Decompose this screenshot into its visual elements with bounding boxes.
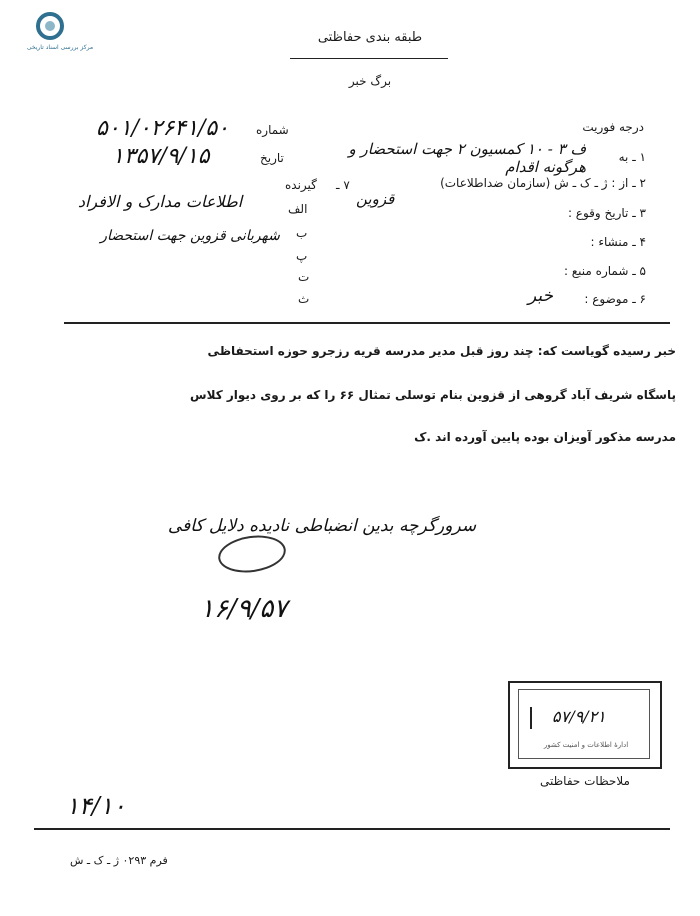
handwritten-ellipse-mark (216, 531, 288, 576)
remarks-label: ملاحظات حفاظتی (540, 774, 630, 788)
letter-pe: پ (296, 249, 308, 263)
handwritten-number: ۵۰۱/۰۲۶۴۱/۵۰ (96, 116, 229, 141)
footer-divider (34, 828, 670, 830)
handwritten-bottom-note: سرورگرچه بدین انضباطی نادیده دلایل کافی (167, 516, 477, 536)
date-label: تاریخ (260, 151, 284, 165)
priority-label: درجه فوریت (582, 120, 644, 134)
margin-number: ۱۴/۱۰ (66, 792, 126, 820)
archive-logo-text: مرکز بررسی اسناد تاریخی (26, 44, 94, 51)
section-divider (64, 322, 670, 324)
letter-te: ت (298, 270, 310, 284)
stamp-date: ۵۷/۹/۲۱ (552, 707, 606, 726)
number-label: شماره (256, 123, 289, 137)
receipt-stamp (508, 681, 662, 769)
body-line-3: مدرسه مذکور آویزان بوده پایین آورده اند .ک (414, 430, 676, 444)
field-row-6: ۶ ـ موضوع : (584, 292, 646, 306)
field-row-4: ۴ ـ منشاء : (590, 235, 646, 249)
form-title: برگ خبر (348, 74, 392, 88)
handwritten-subject: خبر (528, 286, 554, 306)
form-code: فرم ۰۲۹۳ ژ ـ ک ـ ش (70, 854, 168, 867)
stamp-bar (530, 707, 532, 729)
handwritten-left-note-2: شهربانی قزوین جهت استحضار (100, 228, 280, 244)
handwritten-to: ف ۳ - ۱۰ کمسیون ۲ جهت استحضار و هرگونه اقدام (348, 140, 586, 176)
header-divider (290, 58, 448, 59)
field-row-3: ۳ ـ تاریخ وقوع : (567, 206, 646, 220)
field-row-5: ۵ ـ شماره منبع : (563, 264, 646, 278)
field-row-2: ۲ ـ از : ژ ـ ک ـ ش (سازمان ضداطلاعات) (440, 176, 646, 190)
letter-se: ث (298, 292, 310, 306)
archive-logo-icon (36, 12, 64, 40)
handwritten-left-note-1: اطلاعات مدارک و الافراد (77, 192, 243, 211)
body-line-2: پاسگاه شریف آباد گروهی از قزوین بنام توسلی تمثال ۶۶ را که بر روی دیوار کلاس (190, 388, 676, 402)
body-line-1: خبر رسیده گویاست که: چند روز قبل مدیر مدرسه قریه رزجرو حوزه استحفاظی (207, 344, 676, 358)
field-row-1: ۱ ـ به (618, 150, 646, 164)
classification-heading: طبقه بندی حفاظتی (317, 30, 423, 45)
handwritten-city: قزوین (356, 190, 395, 208)
handwritten-bottom-date: ۱۶/۹/۵۷ (200, 594, 288, 624)
letter-be: ب (296, 226, 308, 240)
recipient-label: گیرنده (285, 178, 317, 192)
stamp-caption: ادارهٔ اطلاعات و امنیت کشور (543, 741, 629, 749)
letter-alef: الف (288, 202, 308, 216)
handwritten-date: ۱۳۵۷/۹/۱۵ (112, 144, 210, 169)
recipient-number: ۷ ـ (336, 178, 350, 192)
